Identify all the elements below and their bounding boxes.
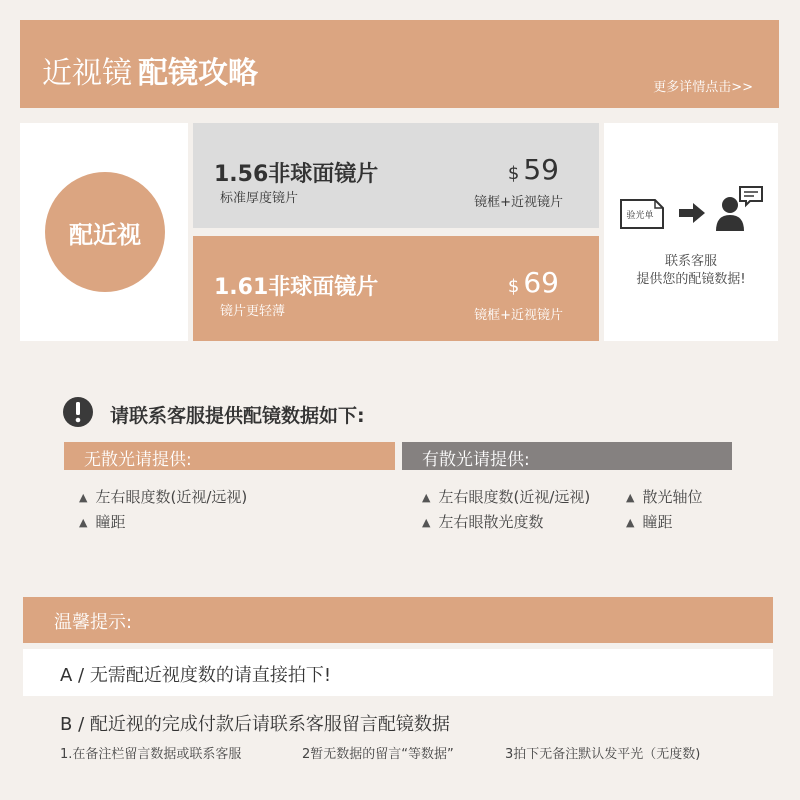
request-heading: 请联系客服提供配镜数据如下:	[110, 405, 365, 427]
list-item-text: 瞳距	[95, 513, 126, 531]
currency-symbol: $	[507, 276, 520, 297]
list-item	[626, 511, 672, 532]
alert-icon	[62, 396, 94, 428]
list-item-text: 散光轴位	[642, 488, 703, 506]
triangle-bullet-icon: ▲	[79, 491, 88, 504]
list-item	[79, 486, 247, 507]
triangle-bullet-icon: ▲	[626, 516, 635, 529]
more-details-link[interactable]: 更多详情点击>>	[653, 80, 753, 95]
price-value: 59	[523, 153, 559, 186]
price-value: 69	[523, 266, 559, 299]
tip-a-text: A / 无需配近视度数的请直接拍下!	[60, 665, 332, 686]
lens-option-title: 1.56非球面镜片	[214, 162, 379, 187]
list-item	[422, 511, 543, 532]
contact-line-2: 提供您的配镜数据!	[636, 272, 746, 287]
page-title	[42, 48, 258, 92]
prescription-doc-icon	[618, 197, 666, 231]
lens-option-161[interactable]	[193, 236, 599, 341]
page-title-light: 近视镜	[42, 56, 132, 91]
list-item-text: 左右眼散光度数	[438, 513, 544, 531]
header-banner	[20, 20, 779, 108]
list-item-text: 左右眼度数(近视/远视)	[438, 488, 591, 506]
tip-note-3: 3拍下无备注默认发平光（无度数)	[505, 747, 701, 762]
triangle-bullet-icon: ▲	[422, 491, 431, 504]
no-astigmatism-header	[64, 442, 395, 470]
lens-option-price	[508, 266, 559, 299]
triangle-bullet-icon: ▲	[626, 491, 635, 504]
lens-option-price	[508, 153, 559, 186]
tip-b-text: B / 配近视的完成付款后请联系客服留言配镜数据	[60, 714, 450, 735]
list-item	[79, 511, 125, 532]
contact-line-1: 联系客服	[664, 254, 717, 269]
customer-service-icon	[714, 183, 766, 233]
astigmatism-header	[402, 442, 732, 470]
tips-title: 温馨提示:	[54, 612, 133, 633]
contact-panel	[604, 123, 778, 341]
no-astigmatism-label: 无散光请提供:	[84, 450, 192, 470]
list-item	[422, 486, 590, 507]
list-item	[626, 486, 702, 507]
lens-option-title: 1.61非球面镜片	[214, 275, 379, 300]
triangle-bullet-icon: ▲	[422, 516, 431, 529]
astigmatism-label: 有散光请提供:	[422, 450, 530, 470]
arrow-right-icon	[678, 201, 706, 225]
category-badge: 配近视	[45, 172, 165, 292]
lens-option-subtitle: 镜片更轻薄	[220, 304, 286, 319]
lens-option-note: 镜框+近视镜片	[474, 195, 563, 210]
category-panel	[20, 123, 188, 341]
currency-symbol: $	[507, 163, 520, 184]
tip-note-2: 2暂无数据的留言“等数据”	[302, 747, 454, 762]
list-item-text: 瞳距	[642, 513, 673, 531]
tips-header	[23, 597, 773, 643]
page-title-bold: 配镜攻略	[138, 56, 258, 91]
lens-option-note: 镜框+近视镜片	[474, 308, 563, 323]
lens-option-156[interactable]	[193, 123, 599, 228]
triangle-bullet-icon: ▲	[79, 516, 88, 529]
tip-a-box	[23, 649, 773, 696]
doc-label: 验光单	[626, 211, 654, 221]
tip-note-1: 1.在备注栏留言数据或联系客服	[60, 747, 242, 762]
lens-option-subtitle: 标准厚度镜片	[220, 191, 299, 206]
list-item-text: 左右眼度数(近视/远视)	[95, 488, 248, 506]
